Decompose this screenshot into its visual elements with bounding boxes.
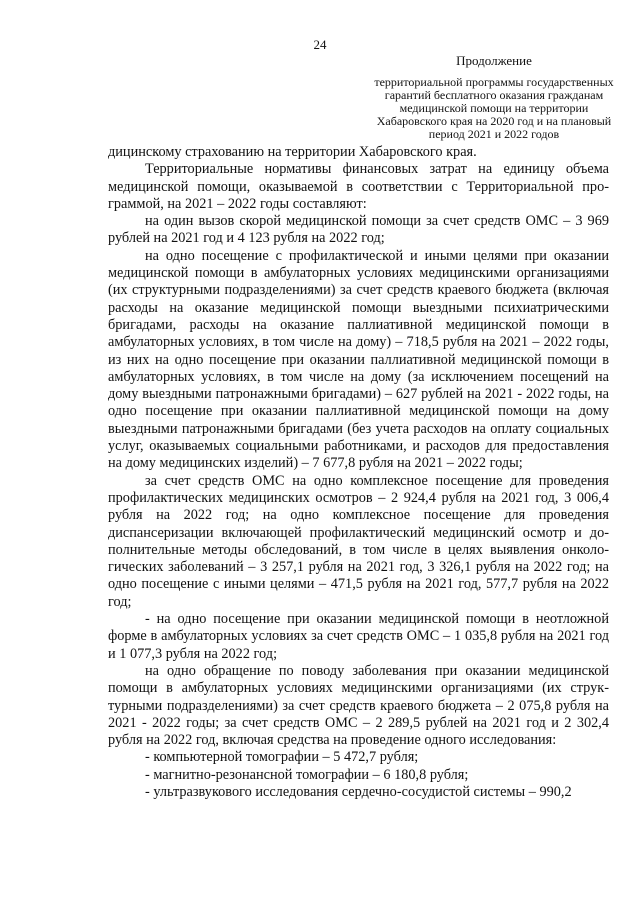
page-number: 24	[313, 37, 327, 52]
paragraph: Территориальные нормативы финансовых затрат на единицу объема медицинской помощи, оказываемой в соответствии с Территориальной программой, на 2021 – 2022 годы составляют:	[108, 161, 609, 212]
paragraph: - на одно посещение при оказании медицинской помощи в неотложной форме в амбулаторных условиях за счет средств ОМС – 1 035,8 рубля на 2021 год и 1 077,3 рубля на 2022 год;	[108, 611, 609, 662]
paragraph: за счет средств ОМС на одно комплексное посещение для проведения профилактических медицинских осмотров – 2 924,4 рубля на 2021 год, 3 006,4 рубля на 2022 год; на одно комплексное посещение для проведения диспансеризации включающей профилактический медицинский осмотр и дополнительные методы обследований, в том числе в целях выявления онкологических заболеваний – 3 257,1 рубля на 2021 год, 3 326,1 рубля на 2022 год; на одно посещение с иными целями – 471,5 рубля на 2021 год, 577,7 рубля на 2022 год;	[108, 472, 609, 610]
continuation-header	[372, 54, 616, 141]
paragraph: на одно посещение с профилактической и иными целями при оказании медицинской помощи в амбулаторных условиях медицинскими организациями (их структурными подразделениями) за счет средств краевого бюджета (включая расходы на оказание медицинской помощи выездными психиатрическими бригадами, расходы на оказание паллиативной медицинской помощи в амбулаторных условиях, в том числе на дому) – 718,5 рубля на 2021 – 2022 годы, из них на одно посещение при оказании паллиативной медицинской помощи в амбулаторных условиях, в том числе на дому (за исключением посещений на дому выездными патронажными бригадами) – 627 рублей на 2021 - 2022 годы, на одно посещение при оказании паллиативной медицинской помощи на дому выездными патронажными бригадами (без учета расходов на оплату социальных услуг, оказываемых социальными работниками, и расходов для предоставления на дому медицинских изделий) – 7 677,8 рубля на 2021 – 2022 годы;	[108, 247, 609, 472]
continuation-title: Продолжение	[456, 53, 532, 68]
list-item: - магнитно-резонансной томографии – 6 180,8 рубля;	[145, 766, 469, 783]
list-item: - компьютерной томографии – 5 472,7 рубля;	[145, 749, 419, 766]
body-text	[108, 144, 609, 801]
paragraph: на один вызов скорой медицинской помощи за счет средств ОМС – 3 969 рублей на 2021 год и 4 123 рубля на 2022 год;	[108, 213, 609, 247]
list-item: - ультразвукового исследования сердечно-сосудистой системы – 990,2	[145, 783, 572, 800]
paragraph: дицинскому страхованию на территории Хабаровского края.	[108, 144, 477, 160]
continuation-text: территориальной программы государственных гарантий бесплатного оказания гражданам медицинской помощи на территории Хабаровского края на 2020 год и на плановый период 2021 и 2022 годов	[374, 75, 614, 141]
paragraph: на одно обращение по поводу заболевания при оказании медицинской помощи в амбулаторных условиях медицинскими организациями (их структурными подразделениями) за счет средств краевого бюджета – 2 075,8 рубля на 2021 - 2022 годы; за счет средств ОМС – 2 289,5 рублей на 2021 год и 2 302,4 рубля на 2022 год, включая средства на проведение одного исследования:	[108, 662, 609, 749]
